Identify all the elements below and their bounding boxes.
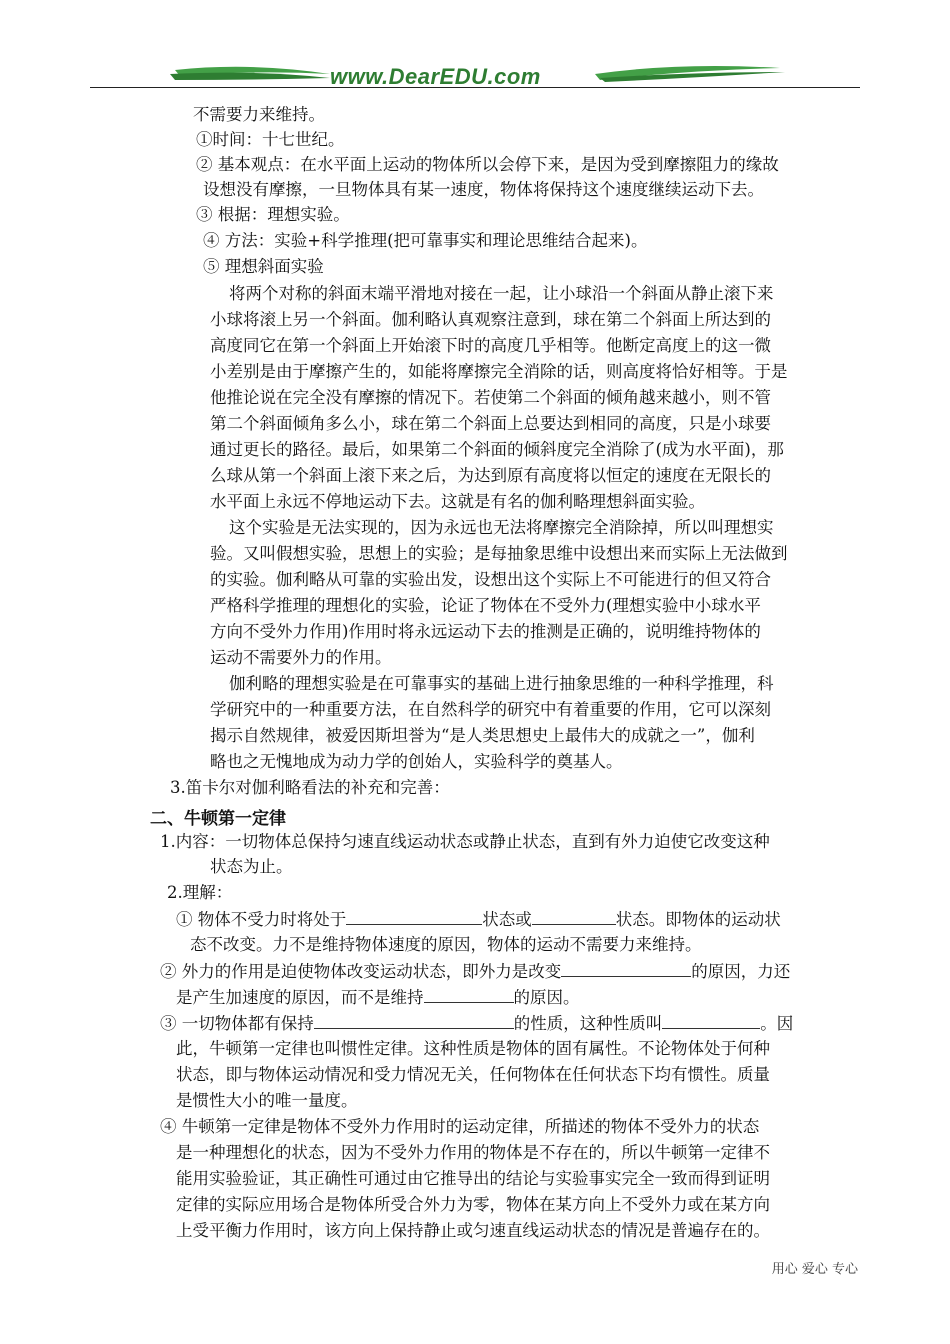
text-line: ④ 牛顿第一定律是物体不受外力作用时的运动定律，所描述的物体不受外力的状态: [160, 1117, 760, 1136]
text-segment: 状态。即物体的运动状: [615, 910, 781, 929]
text-line: 通过更长的路径。最后，如果第二个斜面的倾斜度完全消除了(成为水平面)，那: [210, 440, 784, 459]
answer-blank[interactable]: [346, 908, 482, 925]
answer-blank[interactable]: [424, 986, 514, 1003]
text-line: 不需要力来维持。: [193, 105, 325, 124]
header-rule: [90, 87, 860, 88]
fill-in-line: [160, 960, 790, 983]
fill-in-line: [176, 986, 580, 1009]
text-line: 高度同它在第一个斜面上开始滚下时的高度几乎相等。他断定高度上的这一微: [210, 336, 771, 355]
text-segment: 的原因。: [513, 988, 580, 1007]
answer-blank[interactable]: [314, 1012, 514, 1029]
text-line: 这个实验是无法实现的，因为永远也无法将摩擦完全消除掉，所以叫理想实: [229, 518, 774, 537]
text-line: 状态，即与物体运动情况和受力情况无关，任何物体在任何状态下均有惯性。质量: [176, 1065, 770, 1084]
site-logo-text: www.DearEDU.com: [330, 64, 541, 89]
text-segment: 状态或: [482, 910, 532, 929]
text-line: 设想没有摩擦，一旦物体具有某一速度，物体将保持这个速度继续运动下去。: [203, 180, 764, 199]
text-line: 小球将滚上另一个斜面。伽利略认真观察注意到，球在第二个斜面上所达到的: [210, 310, 771, 329]
text-line: 将两个对称的斜面末端平滑地对接在一起，让小球沿一个斜面从静止滚下来: [229, 284, 774, 303]
answer-blank[interactable]: [662, 1012, 760, 1029]
text-line: 略也之无愧地成为动力学的创始人，实验科学的奠基人。: [210, 752, 623, 771]
text-line: 严格科学推理的理想化的实验，论证了物体在不受外力(理想实验中小球水平: [210, 596, 761, 615]
text-line: 1.内容：一切物体总保持匀速直线运动状态或静止状态，直到有外力迫使它改变这种: [160, 832, 770, 851]
text-line: 定律的实际应用场合是物体所受合外力为零，物体在某方向上不受外力或在某方向: [176, 1195, 770, 1214]
text-line: 是一种理想化的状态，因为不受外力作用的物体是不存在的，所以牛顿第一定律不: [176, 1143, 770, 1162]
text-segment: ③ 一切物体都有保持: [160, 1014, 314, 1033]
text-line: 验。又叫假想实验，思想上的实验；是每抽象思维中设想出来而实际上无法做到: [210, 544, 788, 563]
text-line: 此，牛顿第一定律也叫惯性定律。这种性质是物体的固有属性。不论物体处于何种: [176, 1039, 770, 1058]
text-line: ② 基本观点：在水平面上运动的物体所以会停下来，是因为受到摩擦阻力的缘故: [196, 155, 779, 174]
text-segment: ① 物体不受力时将处于: [176, 910, 347, 929]
text-segment: 是产生加速度的原因，而不是维持: [176, 988, 424, 1007]
text-line: 第二个斜面倾角多么小，球在第二个斜面上总要达到相同的高度，只是小球要: [210, 414, 771, 433]
text-line: ③ 根据：理想实验。: [196, 205, 350, 224]
text-line: 伽利略的理想实验是在可靠事实的基础上进行抽象思维的一种科学推理，科: [229, 674, 774, 693]
fill-in-line: [160, 1012, 793, 1035]
text-line: 态不改变。力不是维持物体速度的原因，物体的运动不需要力来维持。: [190, 935, 702, 954]
text-line: 上受平衡力作用时，该方向上保持静止或匀速直线运动状态的情况是普遍存在的。: [176, 1221, 770, 1240]
text-line: 么球从第一个斜面上滚下来之后，为达到原有高度将以恒定的速度在无限长的: [210, 466, 771, 485]
text-line: 他推论说在完全没有摩擦的情况下。若使第二个斜面的倾角越来越小，则不管: [210, 388, 771, 407]
text-line: ①时间：十七世纪。: [196, 130, 345, 149]
text-line: ⑤ 理想斜面实验: [203, 257, 324, 276]
text-segment: ② 外力的作用是迫使物体改变运动状态，即外力是改变: [160, 962, 562, 981]
text-line: 3.笛卡尔对伽利略看法的补充和完善：: [170, 778, 450, 797]
answer-blank[interactable]: [561, 960, 691, 977]
text-line: 能用实验验证，其正确性可通过由它推导出的结论与实验事实完全一致而得到证明: [176, 1169, 770, 1188]
text-segment: 的性质，这种性质叫: [513, 1014, 663, 1033]
answer-blank[interactable]: [532, 908, 616, 925]
text-line: 2.理解：: [167, 883, 233, 902]
text-segment: 。因: [760, 1014, 794, 1033]
text-line: 方向不受外力作用)作用时将永远运动下去的推测是正确的，说明维持物体的: [210, 622, 761, 641]
text-line: ④ 方法：实验+科学推理(把可靠事实和理论思维结合起来)。: [203, 231, 648, 250]
text-line: 水平面上永远不停地运动下去。这就是有名的伽利略理想斜面实验。: [210, 492, 705, 511]
page-footer: 用心 爱心 专心: [771, 1262, 858, 1277]
text-line: 揭示自然规律，被爱因斯坦誉为“是人类思想史上最伟大的成就之一”，伽利: [210, 726, 755, 745]
page-header: [0, 0, 950, 100]
text-line: 运动不需要外力的作用。: [210, 648, 392, 667]
text-line: 状态为止。: [210, 857, 293, 876]
text-line: 小差别是由于摩擦产生的，如能将摩擦完全消除的话，则高度将恰好相等。于是: [210, 362, 788, 381]
text-line: 学研究中的一种重要方法，在自然科学的研究中有着重要的作用，它可以深刻: [210, 700, 771, 719]
text-line: 的实验。伽利略从可靠的实验出发，设想出这个实际上不可能进行的但又符合: [210, 570, 771, 589]
section-heading-newton-first-law: 二、牛顿第一定律: [150, 809, 286, 828]
text-line: 是惯性大小的唯一量度。: [176, 1091, 358, 1110]
text-segment: 的原因，力还: [691, 962, 791, 981]
fill-in-line: [176, 908, 781, 931]
